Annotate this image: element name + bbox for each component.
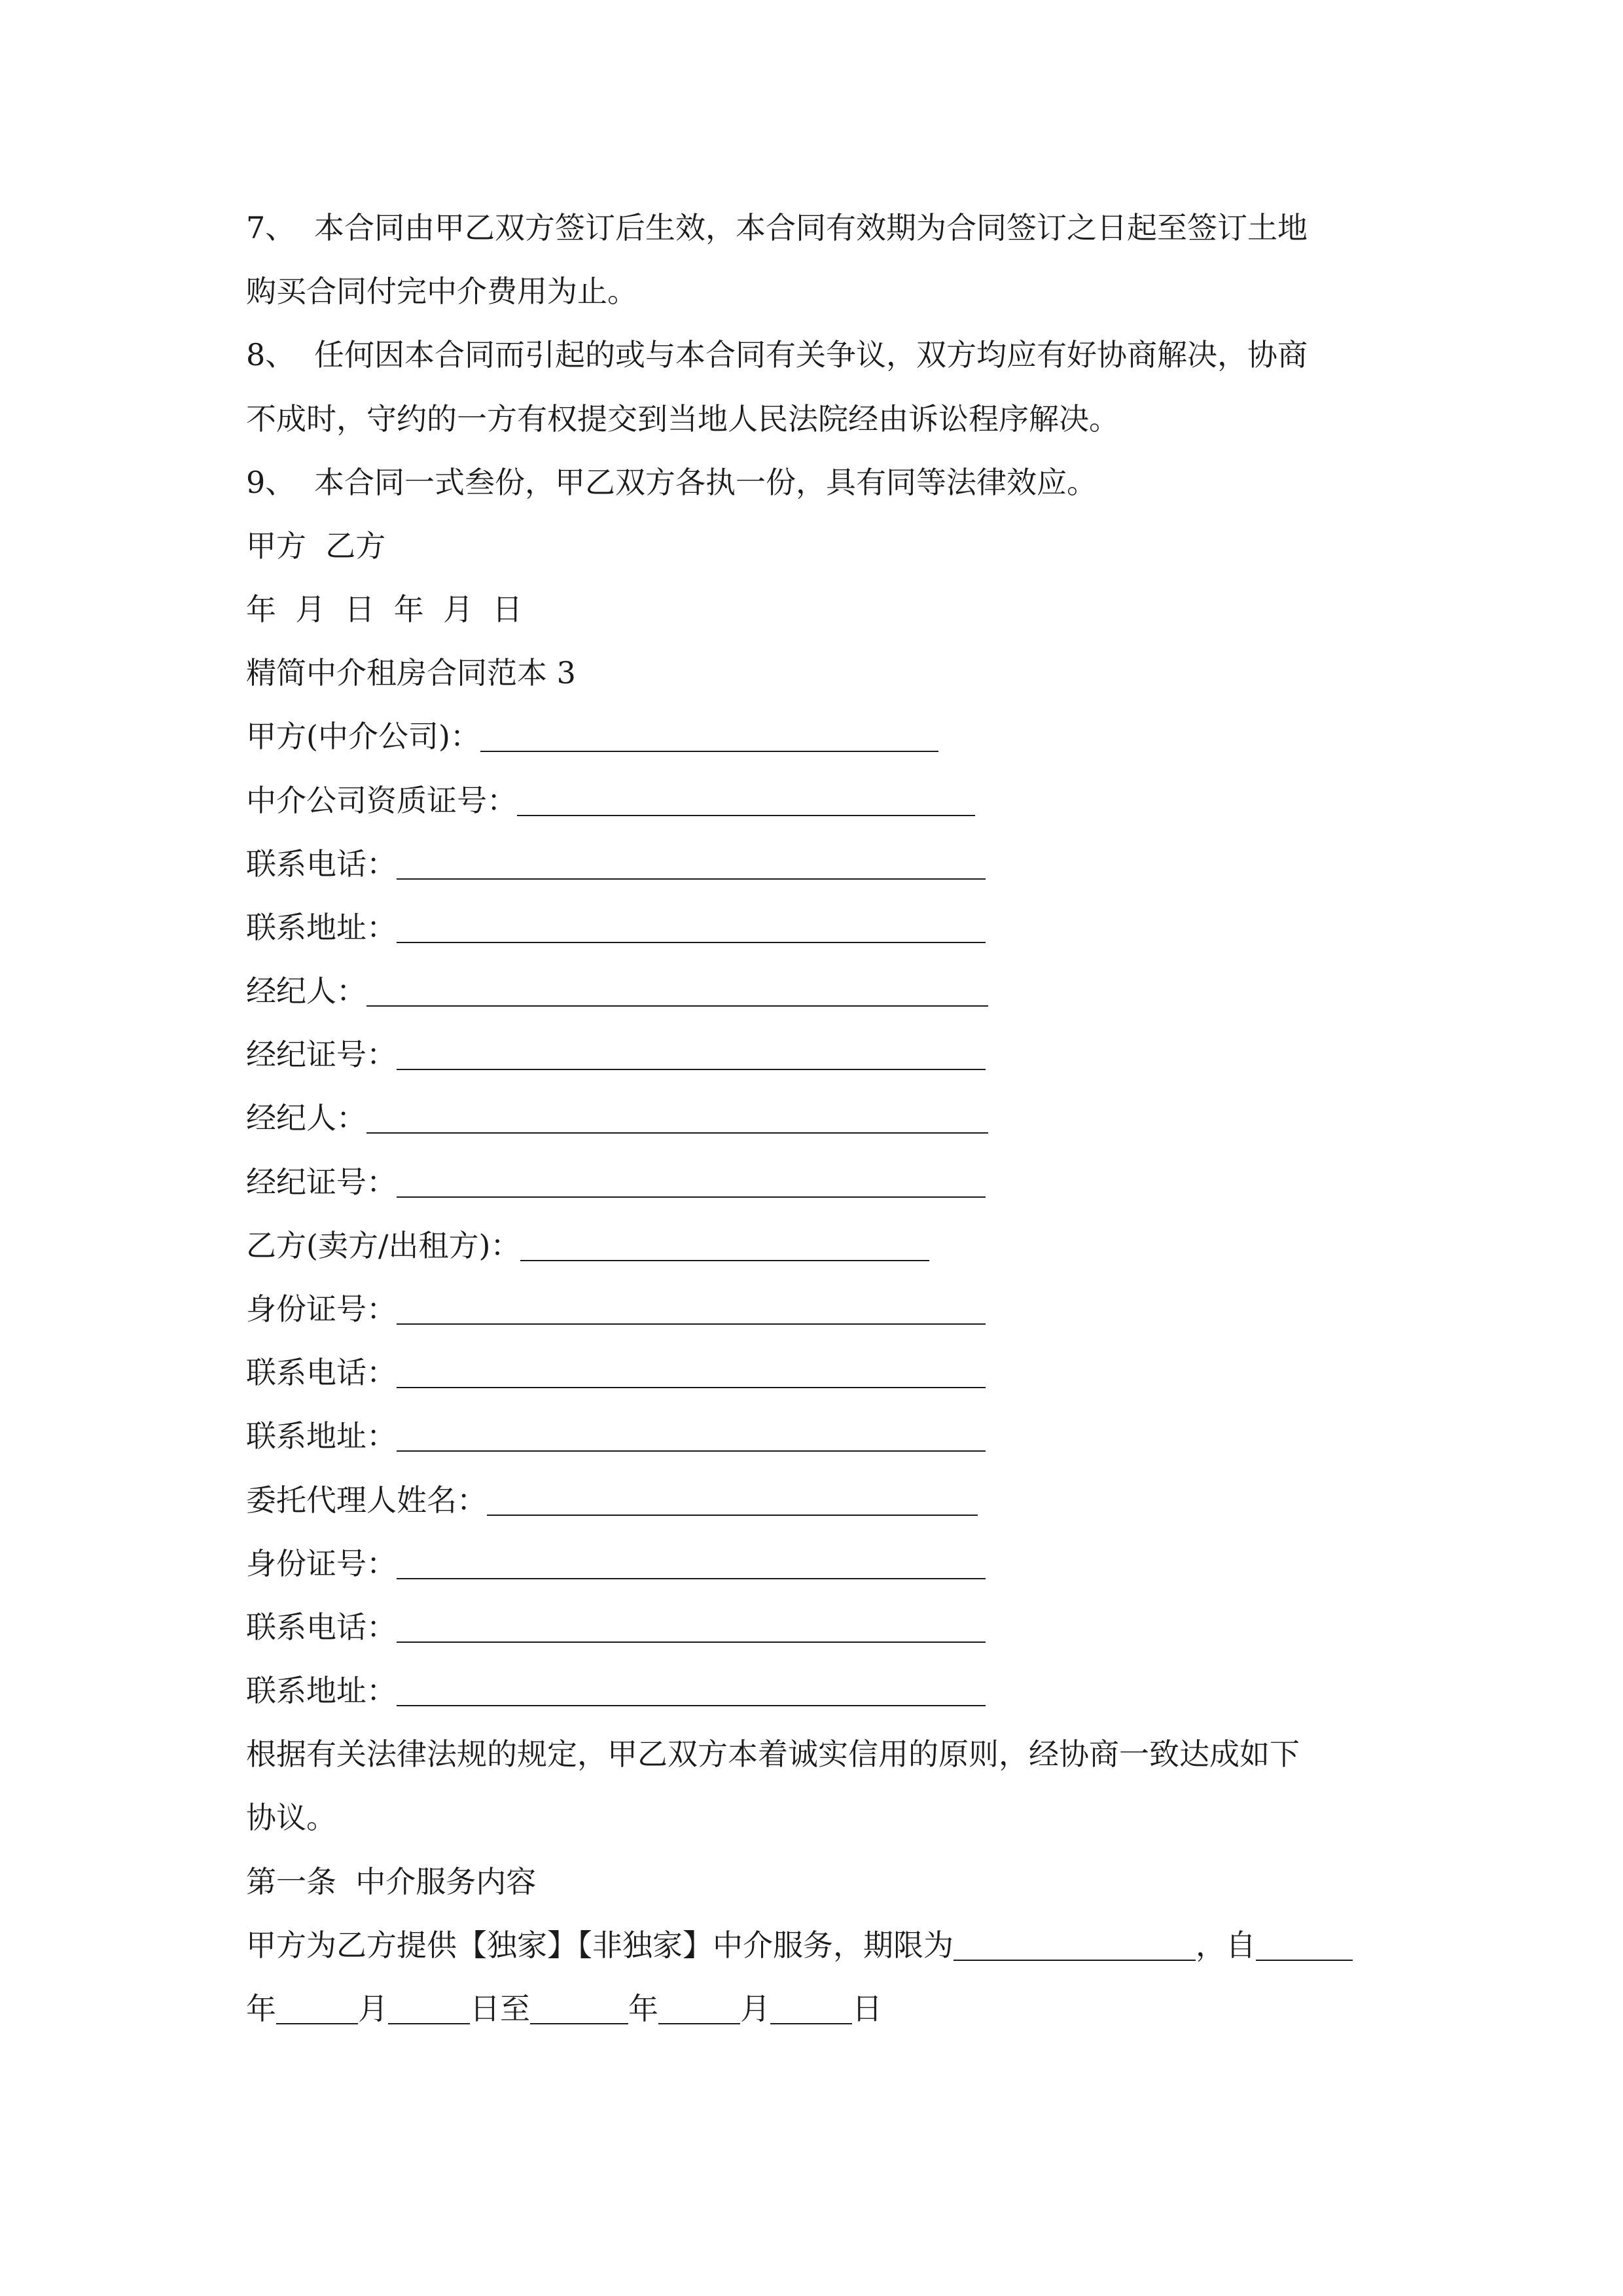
clause-text: 不成时，守约的一方有权提交到当地人民法院经由诉讼程序解决。 (246, 401, 1119, 437)
field-label: 委托代理人姓名： (246, 1482, 487, 1518)
fill-blank[interactable] (397, 1323, 986, 1325)
clause-text: 本合同由甲乙双方签订后生效，本合同有效期为合同签订之日起至签订土地 (314, 210, 1308, 245)
preamble-line-2: 协议。 (246, 1800, 336, 1835)
clause-text: 本合同一式叁份，甲乙双方各执一份，具有同等法律效应。 (314, 465, 1097, 500)
fill-blank[interactable] (397, 1578, 986, 1579)
field-label: 乙方(卖方/出租方)： (246, 1228, 521, 1263)
year-blank[interactable] (530, 2023, 628, 2024)
field-label: 联系地址： (246, 1673, 397, 1708)
clause-text: 购买合同付完中介费用为止。 (246, 274, 637, 309)
signature-dates: 年 月 日 年 月 日 (246, 592, 523, 627)
clause-number: 8、 (246, 337, 296, 372)
field-label: 经纪人： (246, 973, 366, 1009)
fill-blank[interactable] (366, 1132, 988, 1134)
article-text: ，自 (1196, 1928, 1256, 1963)
field-agent-id (246, 1544, 986, 1583)
field-label: 经纪人： (246, 1100, 366, 1136)
field-broker-1 (246, 971, 988, 1011)
day-blank[interactable] (770, 2023, 852, 2024)
fill-blank[interactable] (517, 815, 975, 816)
fill-blank[interactable] (397, 878, 986, 880)
article-1-line-2 (246, 1989, 882, 2028)
article-text: 甲方为乙方提供【独家】【非独家】中介服务，期限为 (246, 1928, 954, 1963)
field-party-b-id (246, 1289, 986, 1329)
clause-7-line-2 (246, 272, 637, 311)
field-broker-license-1 (246, 1035, 986, 1074)
field-label: 联系电话： (246, 1609, 397, 1645)
field-label: 联系地址： (246, 1418, 397, 1454)
unit-day: 日 (852, 1991, 882, 2026)
fill-blank[interactable] (397, 942, 986, 943)
field-party-b-address (246, 1416, 986, 1456)
unit-year: 年 (246, 1991, 276, 2026)
fill-blank[interactable] (520, 1260, 929, 1261)
field-agency-license (246, 781, 975, 820)
signature-parties: 甲方 乙方 (246, 528, 386, 564)
fill-blank[interactable] (397, 1705, 986, 1706)
field-party-b-phone (246, 1353, 986, 1392)
field-party-b (246, 1226, 929, 1265)
clause-7-line-1 (246, 208, 1308, 247)
clause-8-line-2 (246, 399, 1119, 439)
fill-blank[interactable] (397, 1387, 986, 1388)
field-broker-2 (246, 1098, 988, 1138)
year-blank[interactable] (1256, 1960, 1353, 1961)
clause-8-line-1 (246, 335, 1308, 374)
clause-number: 9、 (246, 465, 296, 500)
field-broker-license-2 (246, 1162, 986, 1202)
field-agent-name (246, 1480, 978, 1520)
month-blank[interactable] (388, 2023, 470, 2024)
field-label: 身份证号： (246, 1546, 397, 1581)
unit-day-to: 日至 (470, 1991, 530, 2026)
fill-blank[interactable] (487, 1515, 978, 1516)
field-label: 甲方(中介公司)： (246, 719, 480, 754)
field-label: 中介公司资质证号： (246, 783, 517, 818)
field-agent-phone (246, 1607, 986, 1647)
fill-blank[interactable] (397, 1641, 986, 1643)
clause-number: 7、 (246, 210, 296, 245)
section-title: 精简中介租房合同范本 3 (246, 655, 576, 691)
field-label: 经纪证号： (246, 1037, 397, 1072)
preamble-line-1: 根据有关法律法规的规定，甲乙双方本着诚实信用的原则，经协商一致达成如下 (246, 1736, 1300, 1772)
field-agency-name (246, 717, 938, 756)
field-agency-phone (246, 844, 986, 884)
clause-text: 任何因本合同而引起的或与本合同有关争议，双方均应有好协商解决，协商 (314, 337, 1308, 372)
field-label: 联系电话： (246, 846, 397, 882)
field-label: 经纪证号： (246, 1164, 397, 1200)
period-blank[interactable] (954, 1960, 1196, 1961)
field-label: 联系电话： (246, 1355, 397, 1390)
unit-month: 月 (358, 1991, 388, 2026)
clause-9-line-1 (246, 463, 1097, 502)
year-blank[interactable] (276, 2023, 358, 2024)
field-agent-address (246, 1671, 986, 1710)
fill-blank[interactable] (397, 1196, 986, 1198)
field-agency-address (246, 908, 986, 947)
fill-blank[interactable] (397, 1069, 986, 1070)
fill-blank[interactable] (480, 751, 938, 752)
month-blank[interactable] (658, 2023, 740, 2024)
fill-blank[interactable] (397, 1450, 986, 1452)
unit-year: 年 (628, 1991, 658, 2026)
article-1-heading: 第一条 中介服务内容 (246, 1864, 537, 1899)
article-1-line-1 (246, 1926, 1353, 1965)
field-label: 联系地址： (246, 910, 397, 945)
unit-month: 月 (740, 1991, 770, 2026)
field-label: 身份证号： (246, 1291, 397, 1327)
fill-blank[interactable] (366, 1005, 988, 1007)
